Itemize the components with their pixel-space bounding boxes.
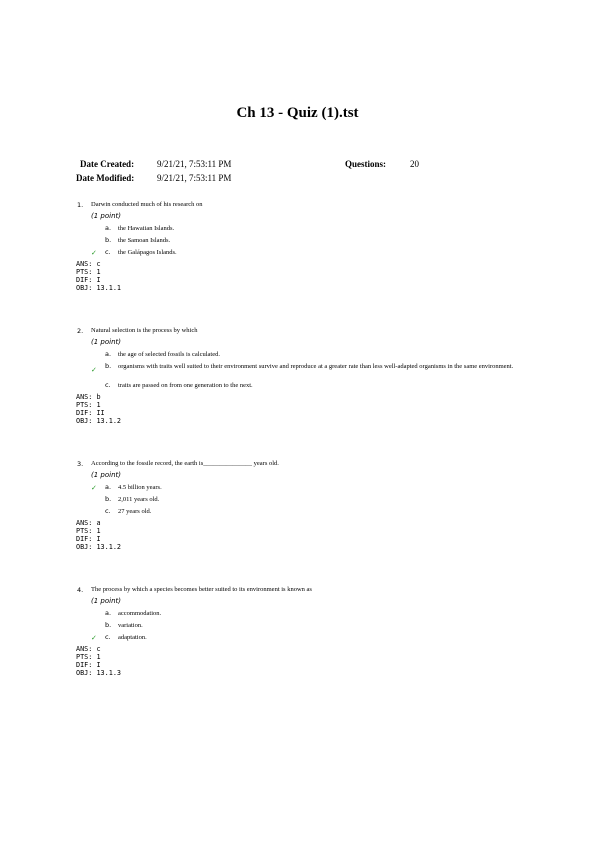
choice-label: b. bbox=[105, 495, 112, 503]
choice-b[interactable] bbox=[76, 236, 526, 248]
questions-label: Questions: bbox=[345, 159, 387, 169]
question-points: (1 point) bbox=[91, 212, 121, 220]
question-text: According to the fossile record, the earth is_______________ years old. bbox=[91, 460, 279, 467]
date-modified-label: Date Modified: bbox=[76, 173, 135, 183]
answer-line: ANS: a bbox=[76, 519, 101, 527]
question-text: The process by which a species becomes better suited to its environment is known as bbox=[91, 586, 312, 593]
choice-text: variation. bbox=[118, 622, 143, 629]
choice-a[interactable] bbox=[76, 224, 526, 236]
choice-text: 27 years old. bbox=[118, 508, 152, 515]
objective-line: OBJ: 13.1.2 bbox=[76, 417, 122, 425]
choice-label: c. bbox=[105, 381, 111, 389]
answer-key bbox=[76, 260, 526, 292]
check-icon: ✓ bbox=[91, 366, 97, 374]
choice-text: the Samoan Islands. bbox=[118, 237, 171, 244]
difficulty-line: DIF: I bbox=[76, 276, 101, 284]
question-text: Darwin conducted much of his research on bbox=[91, 201, 203, 208]
date-modified-value: 9/21/21, 7:53:11 PM bbox=[157, 173, 232, 183]
choice-label: a. bbox=[105, 609, 112, 617]
choice-c[interactable] bbox=[76, 633, 526, 645]
question-3 bbox=[76, 460, 526, 551]
choice-text: adaptation. bbox=[118, 634, 147, 641]
choice-b[interactable] bbox=[76, 495, 526, 507]
answer-line: ANS: c bbox=[76, 260, 101, 268]
choice-text: the Galápagos Islands. bbox=[118, 249, 177, 256]
question-number: 2. bbox=[77, 327, 84, 335]
questions-count: 20 bbox=[410, 159, 419, 169]
choice-a[interactable] bbox=[76, 609, 526, 621]
difficulty-line: DIF: I bbox=[76, 535, 101, 543]
answer-key bbox=[76, 645, 526, 677]
question-number: 1. bbox=[77, 201, 84, 209]
choice-text: 4.5 billion years. bbox=[118, 484, 162, 491]
choice-a[interactable] bbox=[76, 483, 526, 495]
choice-label: b. bbox=[105, 621, 112, 629]
choice-list bbox=[76, 350, 526, 393]
choice-label: c. bbox=[105, 633, 111, 641]
choice-label: b. bbox=[105, 236, 112, 244]
question-4 bbox=[76, 586, 526, 677]
choice-text: 2,011 years old. bbox=[118, 496, 160, 503]
choice-label: b. bbox=[105, 362, 112, 370]
question-1 bbox=[76, 201, 526, 292]
choice-c[interactable] bbox=[76, 381, 526, 393]
question-points: (1 point) bbox=[91, 471, 121, 479]
date-created-value: 9/21/21, 7:53:11 PM bbox=[157, 159, 232, 169]
choice-list bbox=[76, 609, 526, 645]
choice-label: a. bbox=[105, 350, 112, 358]
question-2 bbox=[76, 327, 526, 425]
choice-c[interactable] bbox=[76, 507, 526, 519]
document-title: Ch 13 - Quiz (1).tst bbox=[236, 105, 359, 121]
question-points: (1 point) bbox=[91, 338, 121, 346]
choice-label: c. bbox=[105, 507, 111, 515]
choice-label: c. bbox=[105, 248, 111, 256]
answer-line: ANS: c bbox=[76, 645, 101, 653]
question-points: (1 point) bbox=[91, 597, 121, 605]
difficulty-line: DIF: II bbox=[76, 409, 105, 417]
answer-key bbox=[76, 393, 526, 425]
choice-label: a. bbox=[105, 224, 112, 232]
points-line: PTS: 1 bbox=[76, 527, 101, 535]
answer-key bbox=[76, 519, 526, 551]
points-line: PTS: 1 bbox=[76, 268, 101, 276]
check-icon: ✓ bbox=[91, 634, 97, 642]
date-created-label: Date Created: bbox=[80, 159, 135, 169]
check-icon: ✓ bbox=[91, 249, 97, 257]
check-icon: ✓ bbox=[91, 484, 97, 492]
question-number: 4. bbox=[77, 586, 84, 594]
question-text: Natural selection is the process by which bbox=[91, 327, 198, 334]
choice-label: a. bbox=[105, 483, 112, 491]
choice-text: the Hawaiian Islands. bbox=[118, 225, 175, 232]
choice-list bbox=[76, 224, 526, 260]
question-number: 3. bbox=[77, 460, 84, 468]
choice-text: organisms with traits well suited to their environment survive and reproduce at a greater rate than less well-adapted organisms in the same environment. bbox=[118, 363, 514, 370]
points-line: PTS: 1 bbox=[76, 401, 101, 409]
points-line: PTS: 1 bbox=[76, 653, 101, 661]
choice-text: traits are passed on from one generation to the next. bbox=[118, 382, 253, 389]
answer-line: ANS: b bbox=[76, 393, 101, 401]
objective-line: OBJ: 13.1.2 bbox=[76, 543, 122, 551]
objective-line: OBJ: 13.1.3 bbox=[76, 669, 122, 677]
choice-c[interactable] bbox=[76, 248, 526, 260]
choice-a[interactable] bbox=[76, 350, 526, 362]
choice-text: the age of selected fossils is calculated. bbox=[118, 351, 220, 358]
choice-list bbox=[76, 483, 526, 519]
objective-line: OBJ: 13.1.1 bbox=[76, 284, 122, 292]
choice-b[interactable] bbox=[76, 621, 526, 633]
choice-b[interactable] bbox=[76, 362, 526, 381]
difficulty-line: DIF: I bbox=[76, 661, 101, 669]
choice-text: accommodation. bbox=[118, 610, 162, 617]
